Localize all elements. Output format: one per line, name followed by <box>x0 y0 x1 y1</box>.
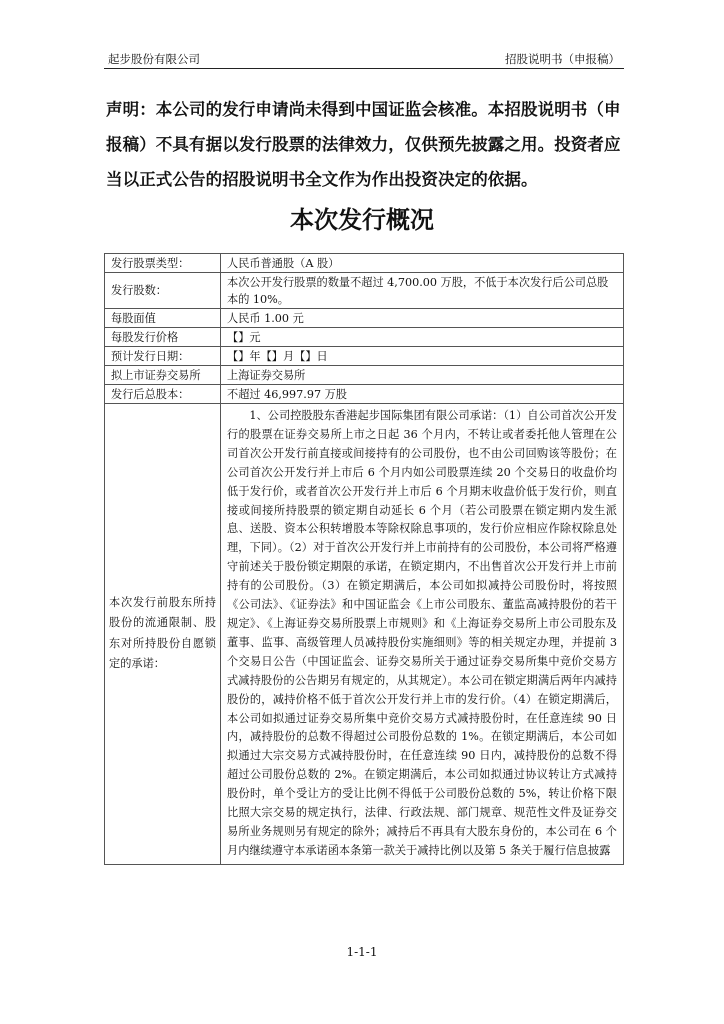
row-value: 【】元 <box>221 328 624 347</box>
company-name: 起步股份有限公司 <box>108 52 200 66</box>
document-type: 招股说明书（申报稿） <box>505 52 620 66</box>
table-row <box>105 328 624 347</box>
table-row <box>105 366 624 385</box>
row-value: 人民币普通股（A 股） <box>221 254 624 273</box>
row-value: 不超过 46,997.97 万股 <box>221 385 624 404</box>
row-label: 发行后总股本： <box>105 385 221 404</box>
row-label: 每股面值 <box>105 309 221 328</box>
page-header <box>104 50 624 69</box>
row-label: 发行股票类型： <box>105 254 221 273</box>
row-label: 拟上市证券交易所 <box>105 366 221 385</box>
table-row <box>105 347 624 366</box>
table-row <box>105 309 624 328</box>
page-title: 本次发行概况 <box>290 206 434 234</box>
row-label: 发行股数： <box>105 273 221 309</box>
page-number: 1-1-1 <box>346 945 378 959</box>
commitment-label: 本次发行前股东所持股份的流通限制、股东对所持股份自愿锁定的承诺： <box>105 404 221 865</box>
row-label: 预计发行日期： <box>105 347 221 366</box>
table-row <box>105 254 624 273</box>
offering-overview-table <box>104 253 624 865</box>
row-value: 上海证券交易所 <box>221 366 624 385</box>
table-row <box>105 385 624 404</box>
commitment-text: 1、公司控股股东香港起步国际集团有限公司承诺：（1）自公司首次公开发行的股票在证券交易所上市之日起 36 个月内，不转让或者委托他人管理在公司首次公开发行前直接或间接持有的公司股份，也不由公司回购该等股份；在公司首次公开发行并上市后 6 个月内如公司股票连续 20 个交易日的收盘价均低于发行价，或者首次公开发行并上市后 6 个月期末收盘价低于发行价，则直接或间接所持股票的锁定期自动延长 6 个月（若公司股票在锁定期内发生派息、送股、资本公积转增股本等除权除息事项的，发行价应相应作除权除息处理，下同）。（2）对于首次公开发行并上市前持有的公司股份，本公司将严格遵守前述关于股份锁定期限的承诺，在锁定期内，不出售首次公开发行并上市前持有的公司股份。（3）在锁定期满后，本公司如拟减持公司股份时，将按照《公司法》、《证券法》和中国证监会《上市公司股东、董监高减持股份的若干规定》、《上海证券交易所股票上市规则》和《上海证券交易所上市公司股东及董事、监事、高级管理人员减持股份实施细则》等的相关规定办理，并提前 3 个交易日公告（中国证监会、证券交易所关于通过证券交易所集中竞价交易方式减持股份的公告期另有规定的，从其规定）。本公司在锁定期满后两年内减持股份的，减持价格不低于首次公开发行并上市的发行价。（4）在锁定期满后，本公司如拟通过证券交易所集中竞价交易方式减持股份时，在任意连续 90 日内，减持股份的总数不得超过公司股份总数的 1%。在锁定期满后，本公司如拟通过大宗交易方式减持股份时，在任意连续 90 日内，减持股份的总数不得超过公司股份总数的 2%。在锁定期满后，本公司如拟通过协议转让方式减持股份时，单个受让方的受让比例不得低于公司股份总数的 5%，转让价格下限比照大宗交易的规定执行，法律、行政法规、部门规章、规范性文件及证券交易所业务规则另有规定的除外；减持后不再具有大股东身份的，本公司在 6 个月内继续遵守本承诺函本条第一款关于减持比例以及第 5 条关于履行信息披露 <box>221 404 624 865</box>
row-value: 人民币 1.00 元 <box>221 309 624 328</box>
table-row <box>105 404 624 865</box>
disclaimer-statement: 声明：本公司的发行申请尚未得到中国证监会核准。本招股说明书（申报稿）不具有据以发行股票的法律效力，仅供预先披露之用。投资者应当以正式公告的招股说明书全文作为作出投资决定的依据。 <box>106 100 621 189</box>
row-value: 本次公开发行股票的数量不超过 4,700.00 万股，不低于本次发行后公司总股本的 10%。 <box>221 273 624 309</box>
row-value: 【】年【】月【】日 <box>221 347 624 366</box>
row-label: 每股发行价格 <box>105 328 221 347</box>
table-row <box>105 273 624 309</box>
